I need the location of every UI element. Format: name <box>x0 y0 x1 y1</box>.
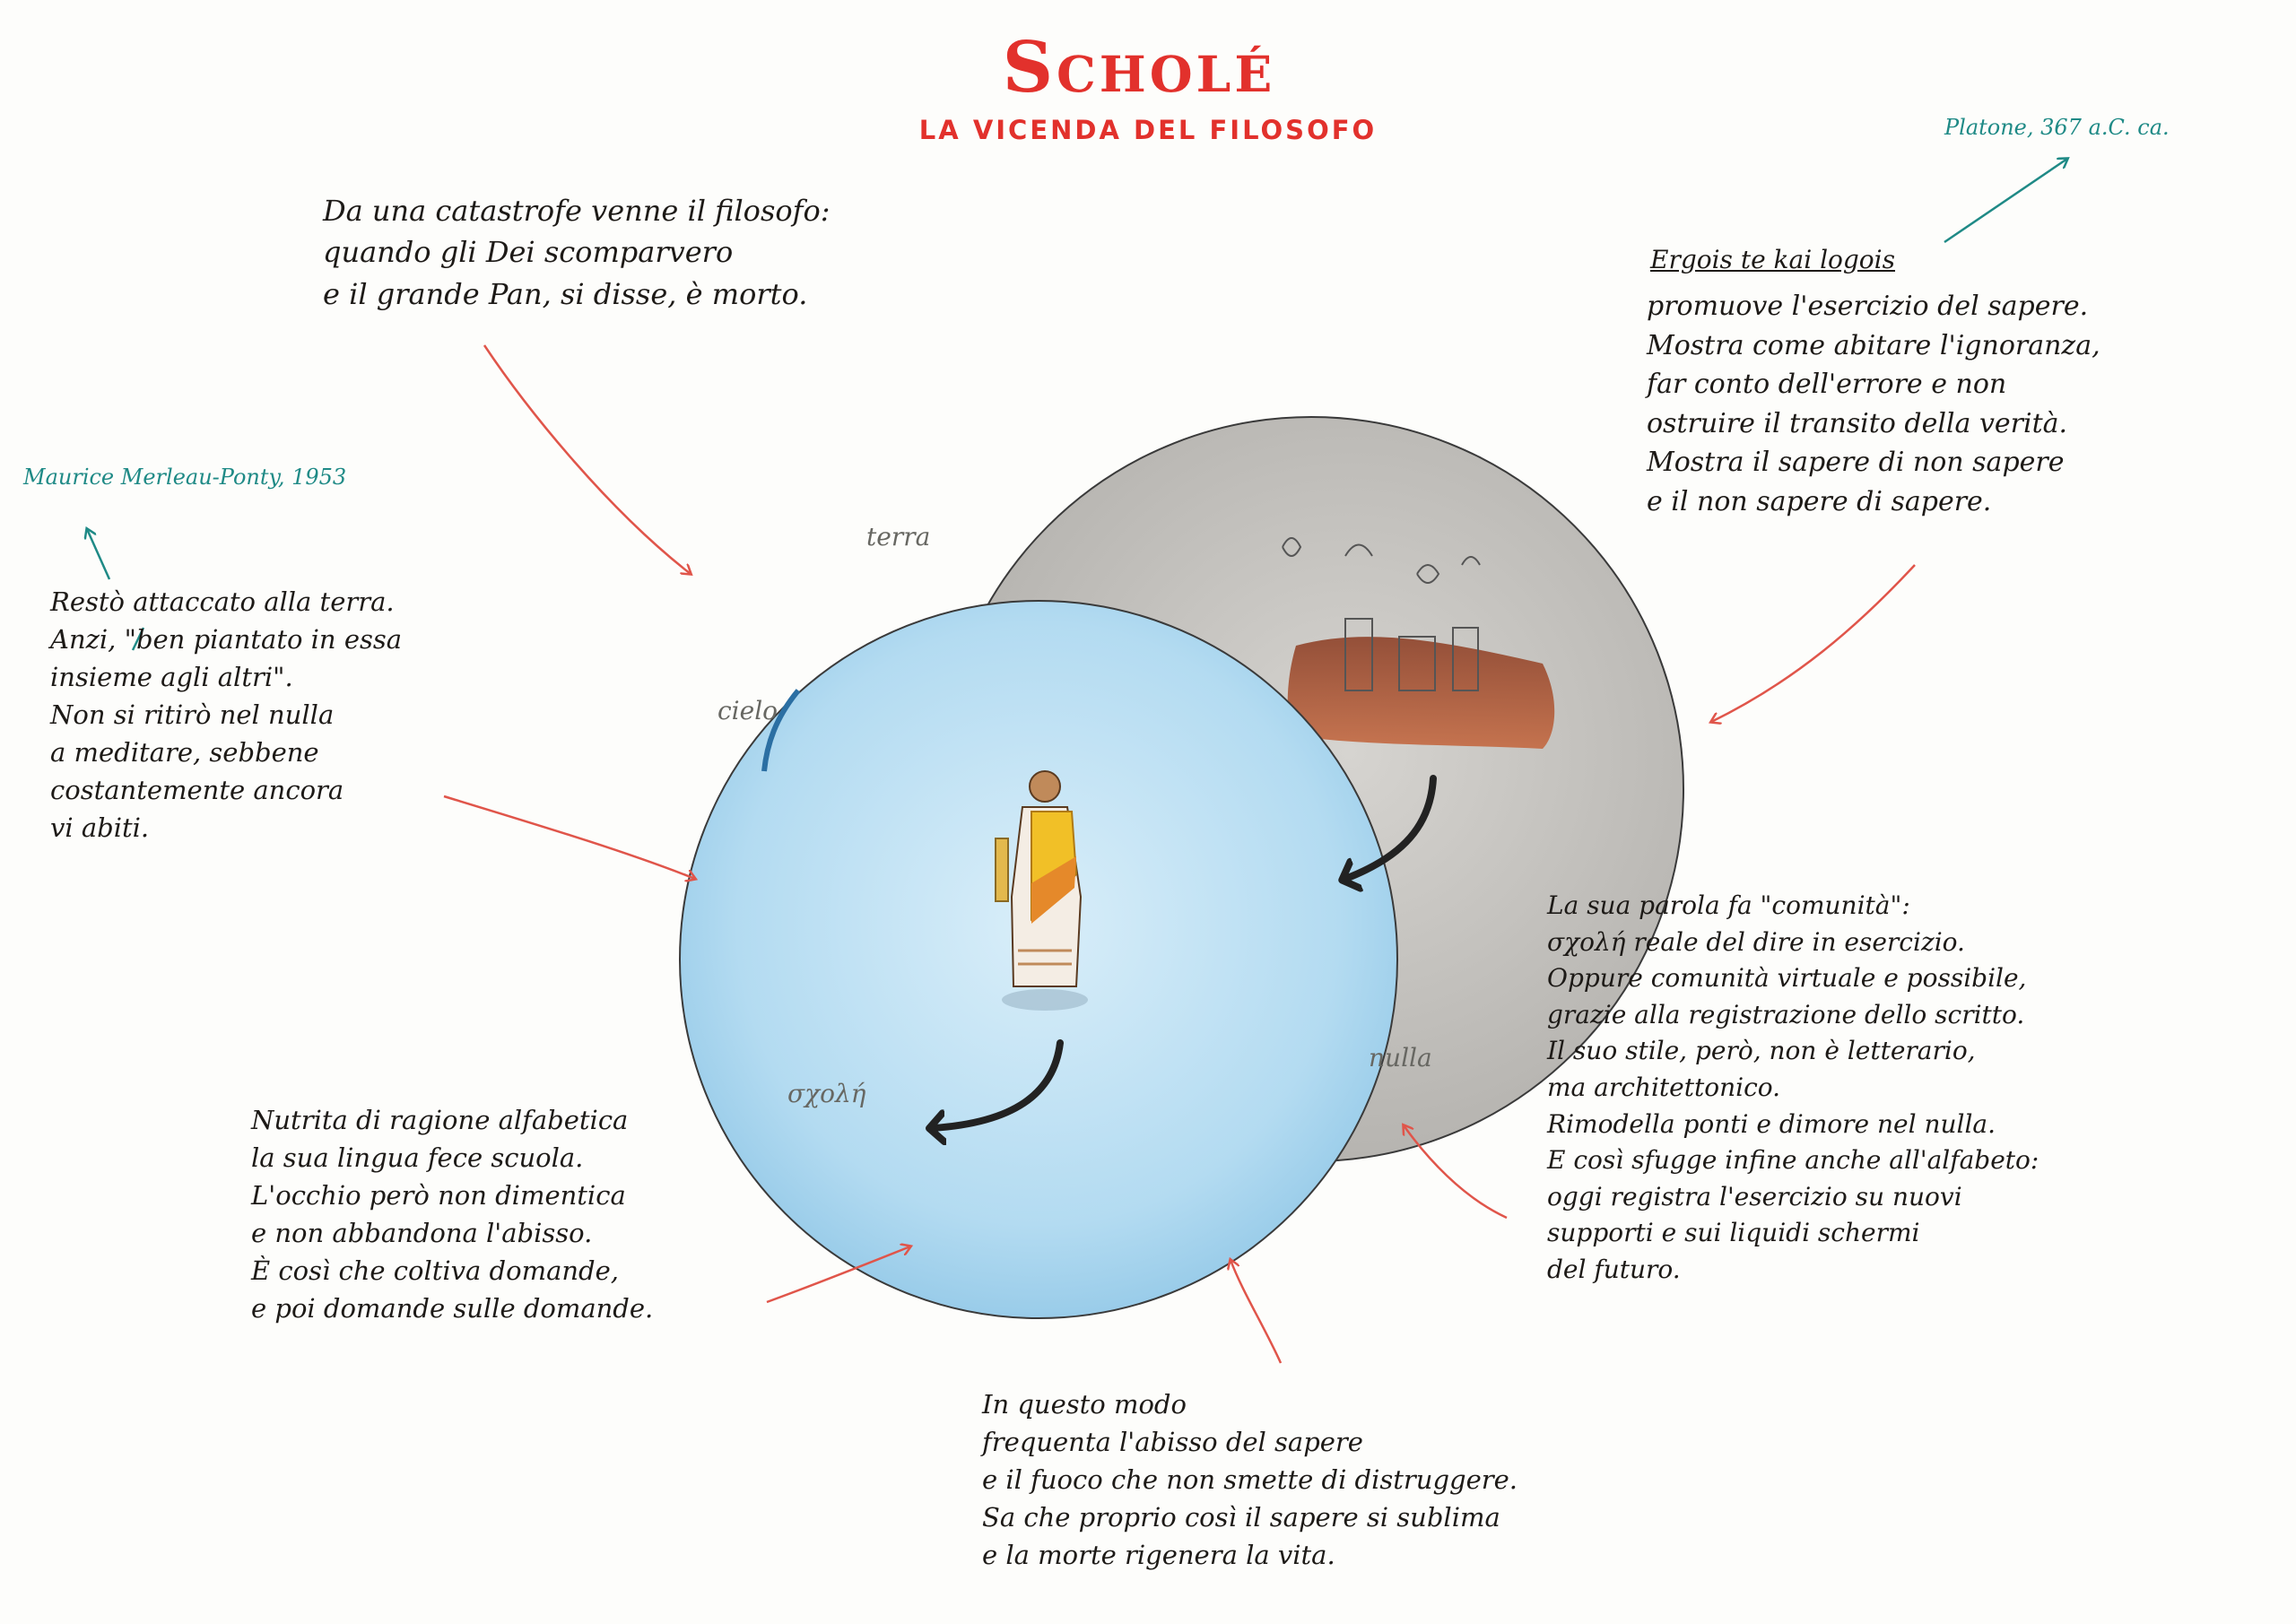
arrow-top-left <box>484 345 691 574</box>
citation-plato: Platone, 367 a.C. ca. <box>1944 115 2170 140</box>
citation-merleau-ponty: Maurice Merleau-Ponty, 1953 <box>23 465 347 490</box>
note-top-right: promuove l'esercizio del sapere. Mostra come abitare l'ignoranza, far conto dell'errore e non ostruire il transito della verità. Mostra il sapere di non sapere e il non sapere di sapere. <box>1647 291 2100 517</box>
label-schole-greek: σχολή <box>787 1079 866 1108</box>
label-nulla: nulla <box>1369 1043 1432 1073</box>
arrow-merleau-cite <box>87 529 109 579</box>
note-top-left: Da una catastrofe venne il filosofo: quando gli Dei scomparvero e il grande Pan, si disse, è morto. <box>323 194 831 311</box>
arrow-bottom <box>1231 1260 1281 1363</box>
arrow-top-right <box>1711 565 1915 722</box>
note-bottom-left: Nutrita di ragione alfabetica la sua lingua fece scuola. L'occhio però non dimentica e non abbandona l'abisso. È così che coltiva domande, e poi domande sulle domande. <box>251 1105 654 1324</box>
arrow-plato-cite <box>1944 159 2067 242</box>
arrow-left <box>444 796 695 879</box>
label-terra: terra <box>866 522 931 551</box>
note-top-right-heading: Ergois te kai logois <box>1650 245 1895 274</box>
page-title: Scholé <box>1002 27 1276 109</box>
note-bottom: In questo modo frequenta l'abisso del sapere e il fuoco che non smette di distruggere. Sa che proprio così il sapere si sublima e la morte rigenera la vita. <box>982 1389 1518 1571</box>
label-cielo: cielo <box>718 696 778 725</box>
note-right: La sua parola fa "comunità": σχολή reale del dire in esercizio. Oppure comunità virtuale e possibile, grazie alla registrazione dello scritto. Il suo stile, però, non è letterario, ma architettonico. Rimodella ponti e dimore nel nulla. E così sfugge infine anche all'alfabeto: oggi registra l'esercizio su nuovi supporti e sui liquidi schermi del futuro. <box>1547 890 2039 1284</box>
note-left: Restò attaccato alla terra. Anzi, "ben piantato in essa insieme agli altri". Non si ritirò nel nulla a meditare, sebbene costantemente ancora vi abiti. <box>50 586 403 844</box>
page-subtitle: LA VICENDA DEL FILOSOFO <box>918 115 1378 145</box>
